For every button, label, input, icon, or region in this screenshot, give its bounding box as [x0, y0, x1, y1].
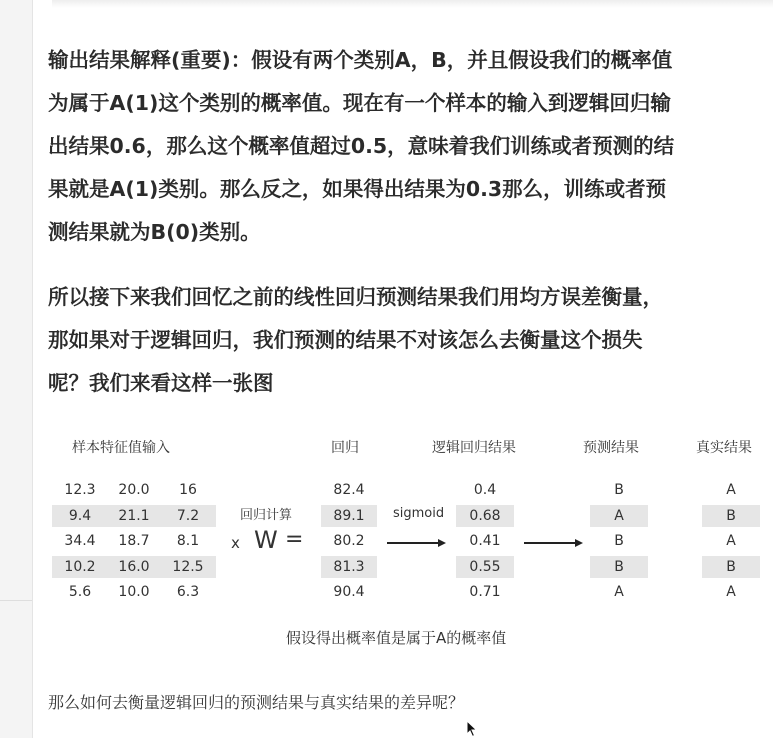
bottom-question: 那么如何去衡量逻辑回归的预测结果与真实结果的差异呢？	[48, 693, 465, 712]
predicted-class-cell: B	[614, 482, 624, 498]
prediction-arrow-head	[575, 539, 583, 547]
feature-3-cell: 8.1	[176, 533, 200, 549]
paragraph-line: 出结果0.6，那么这个概率值超过0.5，意味着我们训练或者预测的结	[48, 134, 675, 158]
predicted-class-cell: B	[614, 533, 624, 549]
feature-2-cell: 10.0	[118, 584, 150, 600]
regression-value-cell: 89.1	[321, 505, 377, 527]
header-features: 样本特征值输入	[72, 440, 170, 456]
left-gutter	[0, 0, 33, 738]
paragraph-line: 所以接下来我们回忆之前的线性回归预测结果我们用均方误差衡量，	[48, 285, 663, 309]
sigmoid-arrow-head	[438, 539, 446, 547]
equals-symbol: =	[285, 527, 304, 552]
times-symbol: x	[231, 534, 240, 552]
feature-3-cell: 6.3	[176, 584, 200, 600]
paragraph-loss-question	[48, 276, 773, 405]
probability-cell: 0.55	[456, 556, 514, 578]
predicted-class-cell: B	[590, 556, 648, 578]
probability-cell: 0.4	[473, 482, 497, 498]
regression-value-cell: 81.3	[321, 556, 377, 578]
feature-1-cell: 12.3	[64, 482, 96, 498]
regression-value-cell: 82.4	[333, 482, 365, 498]
paragraph-line: 测结果就为B(0)类别。	[48, 220, 261, 244]
calc-label: 回归计算	[240, 508, 293, 523]
header-regression: 回归	[331, 440, 359, 456]
predicted-class-cell: A	[590, 505, 648, 527]
feature-2-cell: 21.1	[108, 505, 160, 527]
probability-cell: 0.41	[469, 533, 501, 549]
feature-1-cell: 5.6	[68, 584, 92, 600]
feature-2-cell: 16.0	[108, 556, 160, 578]
actual-class-cell: B	[702, 505, 760, 527]
actual-class-cell: B	[702, 556, 760, 578]
paragraph-output-explanation	[48, 39, 773, 254]
figure-caption: 假设得出概率值是属于A的概率值	[286, 629, 507, 647]
predicted-class-cell: A	[614, 584, 624, 600]
mouse-cursor-icon	[466, 720, 478, 738]
weight-symbol: W	[254, 526, 278, 554]
top-strip	[52, 0, 773, 8]
header-predicted: 预测结果	[583, 440, 639, 456]
feature-1-cell: 9.4	[52, 505, 108, 527]
paragraph-line: 果就是A(1)类别。那么反之，如果得出结果为0.3那么，训练或者预	[48, 177, 667, 201]
logistic-regression-figure	[48, 425, 773, 655]
regression-value-cell: 90.4	[333, 584, 365, 600]
feature-3-cell: 7.2	[160, 505, 216, 527]
sigmoid-label: sigmoid	[393, 506, 445, 521]
paragraph-line: 那如果对于逻辑回归，我们预测的结果不对该怎么去衡量这个损失	[48, 328, 643, 352]
header-actual: 真实结果	[696, 440, 752, 456]
paragraph-line: 呢？我们来看这样一张图	[48, 371, 274, 395]
actual-class-cell: A	[726, 584, 736, 600]
actual-class-cell: A	[726, 482, 736, 498]
regression-value-cell: 80.2	[333, 533, 365, 549]
probability-cell: 0.68	[456, 505, 514, 527]
feature-3-cell: 12.5	[160, 556, 216, 578]
feature-2-cell: 18.7	[118, 533, 150, 549]
feature-3-cell: 16	[179, 482, 197, 498]
sigmoid-arrow	[387, 542, 439, 544]
header-logistic-result: 逻辑回归结果	[432, 440, 516, 456]
feature-2-cell: 20.0	[118, 482, 150, 498]
gutter-divider	[0, 600, 32, 601]
prediction-arrow	[524, 542, 576, 544]
probability-cell: 0.71	[469, 584, 501, 600]
paragraph-line: 输出结果解释(重要)：假设有两个类别A，B，并且假设我们的概率值	[48, 48, 673, 72]
feature-1-cell: 34.4	[64, 533, 96, 549]
paragraph-line: 为属于A(1)这个类别的概率值。现在有一个样本的输入到逻辑回归输	[48, 91, 671, 115]
actual-class-cell: A	[726, 533, 736, 549]
feature-1-cell: 10.2	[52, 556, 108, 578]
